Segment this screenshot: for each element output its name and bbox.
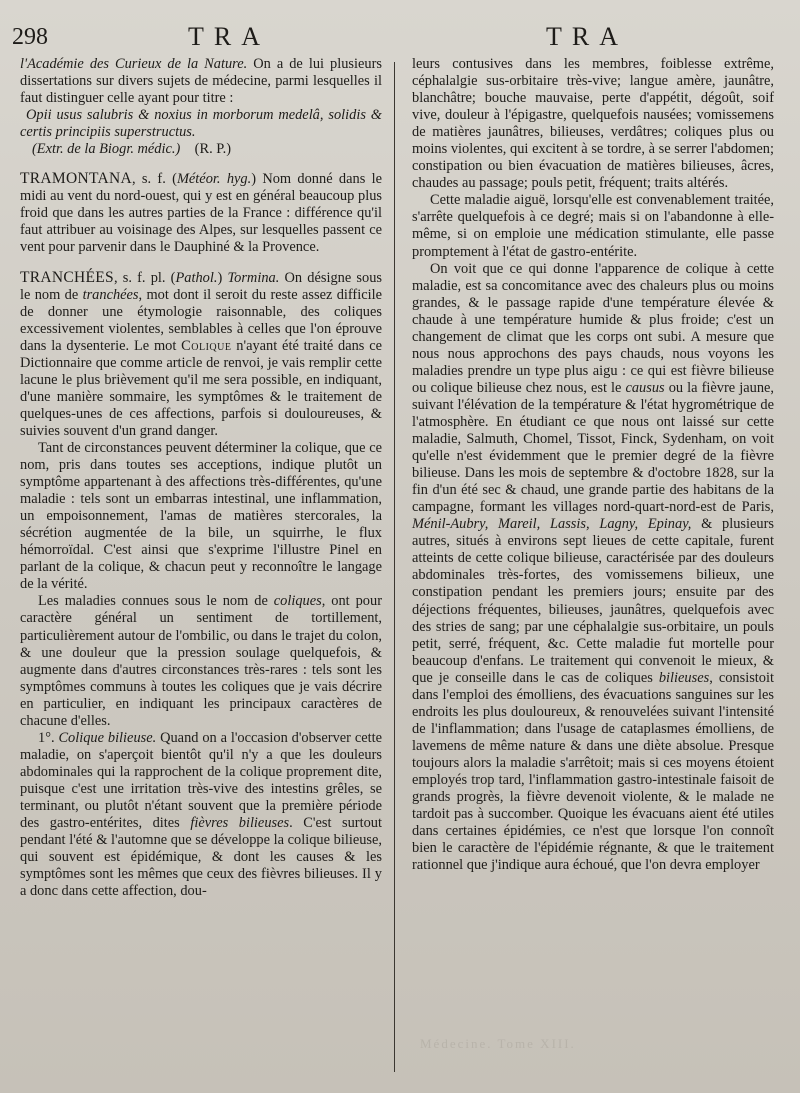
text: , ont pour caractère général un sentiment de tortillement, particulièrement autour de l'ombilic, ou dans le trajet du colon, & une douleur que la pression soulage quelquefois, & augmente dans d'autres circonstances très-rares : tels sont les symptômes communs à toutes les coliques que je vais décrire en particulier, en indiquant les principaux caractères de chacune d'elles. bbox=[20, 593, 382, 729]
entry-headword: TRAMONTANA bbox=[20, 170, 132, 188]
text: . C'est surtout pendant l'été & l'automne que se développe la colique bilieuse, qui souvent est épidémique, & dont les causes & les symptômes sont les mêmes que ceux des fièvres bilieuses. Il y a donc dans cette affection, dou- bbox=[20, 815, 382, 900]
paragraph: Tant de circonstances peuvent déterminer la colique, que ce nom, pris dans toutes ses acceptions, indique plutôt un symptôme appartenant à des affections très-différentes, qu'une maladie : tels sont un embarras intestinal, une inflammation, un empoisonnement, l'amas de matières stercorales, la sécrétion augmentée de la bile, un squirrhe, le flux hémorroïdal. C'est ainsi que s'exprime l'illustre Pinel en parlant de la colique, & chacun peut y reconnoître le langage de la vérité. bbox=[20, 439, 382, 593]
text: , s. f. ( bbox=[131, 171, 177, 188]
italic-text: Tormina. bbox=[227, 269, 280, 286]
paragraph: Cette maladie aiguë, lorsqu'elle est convenablement traitée, s'arrête quelquefois à ce degré; mais si on l'abandonne à elle-même, si on emploie une médication stimulante, elle passe promptement à l'état de gastro-entérite. bbox=[412, 192, 774, 260]
italic-text: bilieuses bbox=[658, 669, 710, 686]
paragraph bbox=[20, 593, 382, 729]
text: ) bbox=[217, 269, 223, 286]
paragraph bbox=[20, 56, 382, 107]
source-citation: (Extr. de la Biogr. médic.) bbox=[32, 141, 181, 158]
text: ) Nom donné dans le midi au vent du nord-ouest, qui y est en général beaucoup plus froid que dans les autres parties de la France : différence qu'il faut attribuer au voisinage des Alpes, sur lesquelles passent ce vent pour parvenir dans le Dauphiné & la Provence. bbox=[20, 171, 382, 256]
text: , mot dont il seroit du reste assez difficile de donner une étymologie raisonnable, des coliques excessivement violentes, semblables à celles que l'on éprouve dans la dysenterie. Le mot bbox=[20, 286, 382, 354]
source-line bbox=[20, 141, 382, 158]
left-column bbox=[20, 56, 382, 900]
signature: (R. P.) bbox=[194, 141, 232, 158]
bleed-through-text: Médecine. Tome XIII. bbox=[420, 1036, 576, 1051]
italic-text: causus bbox=[625, 379, 665, 396]
entry-tramontana bbox=[20, 170, 382, 256]
text: 1°. bbox=[38, 729, 55, 746]
text: On a de lui plusieurs dissertations sur divers sujets de médecine, parmi lesquelles il faut distinguer celle ayant pour titre : bbox=[20, 56, 382, 107]
page-number: 298 bbox=[12, 24, 48, 50]
italic-text: Météor. hyg. bbox=[176, 171, 252, 188]
text: n'ayant été traité dans ce Dictionnaire que comme article de renvoi, je vais remplir cette lacune le plus brièvement qu'il me sera possible, en indiquant, d'une manière sommaire, les symptômes & le traitement de quelques-unes de ces affections, parfois si douloureuses, & suivies souvent d'un grand danger. bbox=[20, 337, 382, 439]
italic-text: Pathol. bbox=[175, 269, 218, 286]
text: , consistoit dans l'emploi des émolliens, des évacuations sanguines sur les endroits les plus douloureux, & renouvelées suivant l'intensité de l'inflammation; dans l'usage de cataplasmes émolliens, de lavemens de même nature & dans une diète absolue. Presque toujours alors la maladie s'arrêtoit; mais si ces moyens étoient employés trop tard, l'inflammation gastro-intestinale faisoit de grands progrès, la fièvre devenoit violente, & le malade ne tardoit pas à succomber. Quoique les évacuans aient été utiles dans certaines épidémies, ce n'est que lorsque l'on connoît bien le caractère de l'épidémie régnante, & que le traitement rationnel que j'indique aura échoué, que l'on devra employer bbox=[412, 669, 774, 874]
text: ou la fièvre jaune, suivant l'élévation de la température & l'état hygrométrique de l'atmosphère. En étudiant ce que nous ont laissé sur cette maladie, Salmuth, Chomel, Tissot, Finck, Sydenham, on voit qu'elle n'est évidemment que le premier degré de la fièvre bilieuse. Dans les mois de septembre & d'octobre 1828, sur la fin d'un été sec & chaud, une grande partie des habitans de la campagne, formant les villages nord-quart-nord-est de Paris, bbox=[412, 379, 775, 516]
entry-headword: TRANCHÉES bbox=[20, 268, 114, 286]
paragraph bbox=[20, 730, 382, 900]
paragraph: leurs contusives dans les membres, foiblesse extrême, céphalalgie sus-orbitaire très-vive; langue amère, jaunâtre, blanchâtre; bouche mauvaise, perte d'appétit, dégoût, soif vive, douleur à l'épigastre, quelquefois nausées; vomissemens de matières jaunâtres, bilieuses, verdâtres; coliques plus ou moins violentes, qui excitent à se tordre, à se serrer l'abdomen; constipation ou bien évacuation de matières bilieuses, âcres, chaudes au passage; pouls petit, fréquent; traits altérés. bbox=[412, 56, 774, 192]
small-caps-text: Colique bbox=[181, 337, 232, 354]
italic-text: Colique bilieuse. bbox=[58, 729, 157, 746]
italic-text: Ménil-Aubry, Mareil, Lassis, Lagny, Epinay, bbox=[412, 516, 692, 533]
italic-text: l'Académie des Curieux de la Nature. bbox=[20, 56, 248, 72]
text: Les maladies connues sous le nom de bbox=[38, 593, 274, 610]
italic-text: coliques bbox=[273, 593, 322, 610]
entry-tranchees bbox=[20, 269, 382, 440]
column-rule bbox=[394, 62, 395, 1072]
right-column bbox=[412, 56, 774, 874]
text: On désigne sous le nom de bbox=[20, 269, 382, 303]
italic-text: tranchées bbox=[82, 286, 139, 303]
running-head-right: TRA bbox=[546, 22, 628, 51]
work-title: Opii usus salubris & noxius in morborum medelâ, solidis & certis principiis superstructus. bbox=[20, 107, 382, 141]
paragraph bbox=[412, 261, 774, 875]
running-head-left: TRA bbox=[188, 22, 270, 51]
text: On voit que ce qui donne l'apparence de colique à cette maladie, est sa concomitance avec des chaleurs plus ou moins grandes, & le passage rapide d'une température élevée & chaude à une température humide & plus froide; c'est un changement de climat que les corps ont subi. A mesure que nous nous approchons des pays chauds, nous voyons les maladies prendre un type plus aigu : ce qui est fièvre bilieuse ou colique bilieuse chez nous, est le bbox=[412, 260, 774, 396]
text: & plusieurs autres, situés à environs sept lieues de cette capitale, furent atteints de cette colique bilieuse, caractérisée par des douleurs abdominales très-fortes, des vomissemens bilieux, une constipation pendant les premiers jours; ensuite par des déjections fréquentes, bilieuses, jaunâtres, quelquefois avec des stries de sang; par une céphalalgie sus-orbitaire, un pouls petit, serré, fréquent, &c. Cette maladie fut mortelle pour beaucoup d'enfans. Le traitement qui convenoit le mieux, & que je conseille dans le cas de coliques bbox=[412, 516, 774, 686]
text: , s. f. pl. ( bbox=[113, 269, 176, 286]
text: Quand on a l'occasion d'observer cette maladie, on s'aperçoit bientôt qu'il n'y a que les douleurs abdominales qui la rapprochent de la colique proprement dite, puisque c'est une irritation très-vive des intestins grêles, se terminant, ou plutôt n'étant souvent que la première période des gastro-entérites, dites bbox=[20, 729, 382, 832]
italic-text: fièvres bilieuses bbox=[190, 815, 290, 832]
